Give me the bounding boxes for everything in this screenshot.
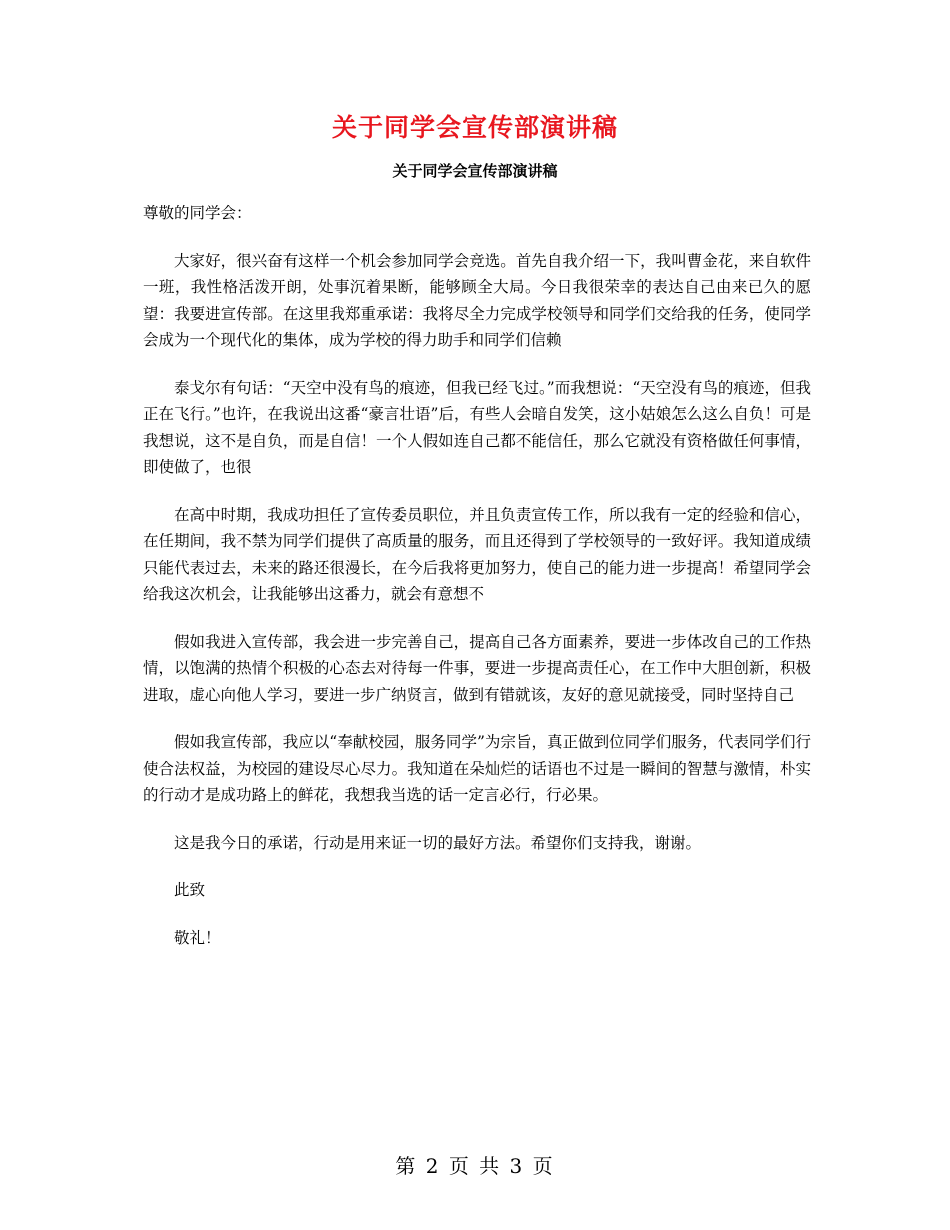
document-title: 关于同学会宣传部演讲稿	[331, 113, 618, 142]
paragraph: 假如我进入宣传部，我会进一步完善自己，提高自己各方面素养，要进一步体改自己的工作热情，以饱满的热情个积极的心态去对待每一件事，要进一步提高责任心，在工作中大胆创新，积极进取，虚心向他人学习，要进一步广纳贤言，做到有错就该，友好的意见就接受，同时坚持自己	[143, 632, 811, 704]
page-number: 第 2 页 共 3 页	[395, 1154, 555, 1178]
paragraph: 这是我今日的承诺，行动是用来证一切的最好方法。希望你们支持我，谢谢。	[174, 833, 702, 852]
salutation: 尊敬的同学会：	[143, 204, 252, 222]
paragraph: 假如我宣传部，我应以“奉献校园，服务同学”为宗旨，真正做到位同学们服务，代表同学们行使合法权益，为校园的建设尽心尽力。我知道在朵灿烂的话语也不过是一瞬间的智慧与激情，朴实的行动才是成功路上的鲜花，我想我当选的话一定言必行，行必果。	[143, 733, 811, 804]
paragraph: 大家好，很兴奋有这样一个机会参加同学会竞选。首先自我介绍一下，我叫曹金花，来自软件一班，我性格活泼开朗，处事沉着果断，能够顾全大局。今日我很荣幸的表达自己由来已久的愿望：我要进宣传部。在这里我郑重承诺：我将尽全力完成学校领导和同学们交给我的任务，使同学会成为一个现代化的集体，成为学校的得力助手和同学们信赖	[143, 251, 811, 349]
closing-line: 此致	[174, 881, 206, 899]
closing-signoff: 敬礼！	[174, 928, 221, 947]
document-body	[143, 200, 811, 972]
paragraph: 泰戈尔有句话：“天空中没有鸟的痕迹，但我已经飞过。”而我想说：“天空没有鸟的痕迹，但我正在飞行。”也许，在我说出这番“豪言壮语”后，有些人会暗自发笑，这小姑娘怎么这么自负！可是我想说，这不是自负，而是自信！一个人假如连自己都不能信任，那么它就没有资格做任何事情，即使做了，也很	[143, 378, 811, 476]
paragraph: 在高中时期，我成功担任了宣传委员职位，并且负责宣传工作，所以我有一定的经验和信心，在任期间，我不禁为同学们提供了高质量的服务，而且还得到了学校领导的一致好评。我知道成绩只能代表过去，未来的路还很漫长，在今后我将更加努力，使自己的能力进一步提高！希望同学会给我这次机会，让我能够出这番力，就会有意想不	[143, 505, 811, 603]
document-subtitle: 关于同学会宣传部演讲稿	[392, 162, 558, 180]
